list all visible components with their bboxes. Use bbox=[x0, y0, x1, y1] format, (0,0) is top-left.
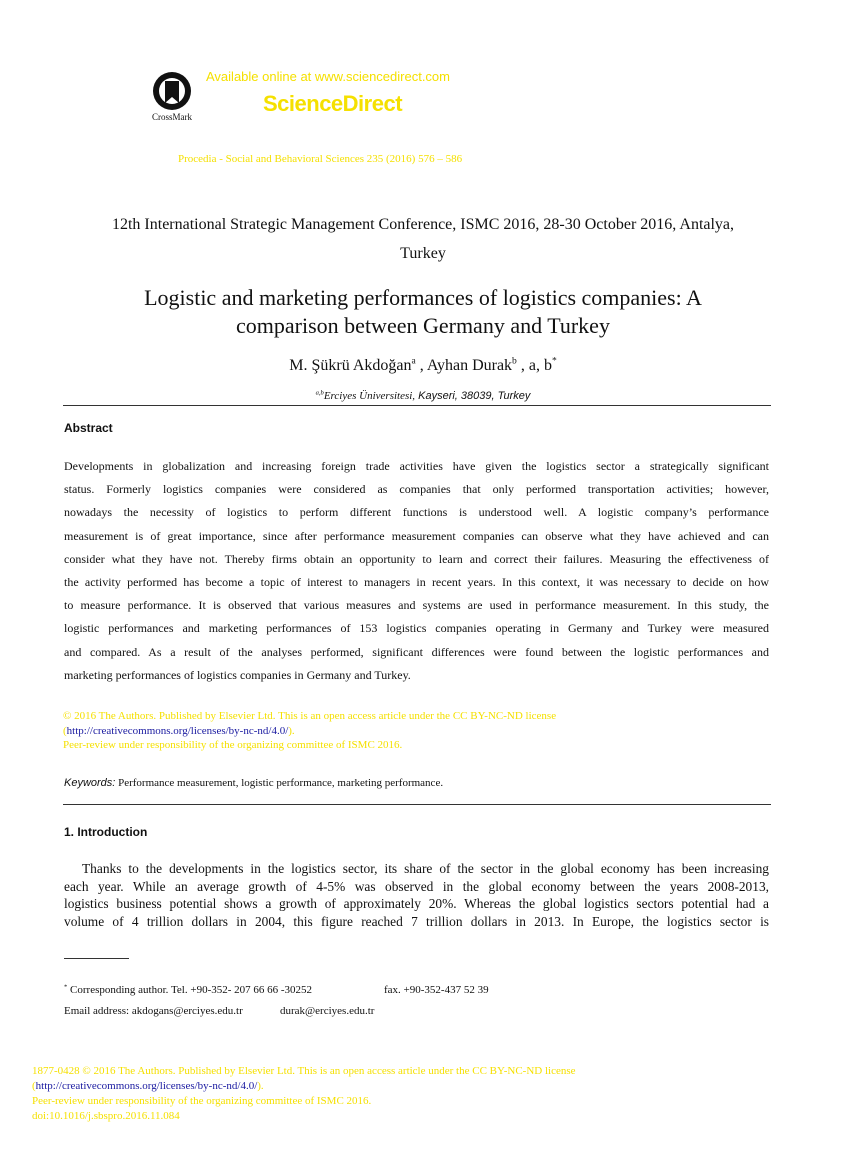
bottom-license-link[interactable]: http://creativecommons.org/licenses/by-nc-nd/4.0/ bbox=[35, 1080, 258, 1092]
footnote-rule bbox=[64, 958, 129, 959]
author-1-sup: a bbox=[411, 355, 416, 367]
copyright-notice bbox=[63, 709, 556, 753]
abstract-line: and compared. As a result of the analyses performed, significant differences were found between the logistic performances and bbox=[64, 644, 769, 659]
sciencedirect-brand: ScienceDirect bbox=[263, 91, 403, 116]
footnote-fax: fax. +90-352-437 52 39 bbox=[384, 984, 489, 996]
conference-line-2: Turkey bbox=[400, 245, 446, 262]
copyright-line-1: © 2016 The Authors. Published by Elsevier Ltd. This is an open access article under the CC BY-NC-ND license bbox=[63, 710, 557, 722]
author-separator: , bbox=[415, 357, 427, 374]
introduction-body bbox=[64, 860, 769, 930]
abstract-line: logistic performances and marketing performances of 153 logistics companies operating in Germany and Turkey were measured bbox=[64, 621, 769, 636]
abstract-line: Developments in globalization and increasing foreign trade activities have given the logistics sector a strategically significant bbox=[64, 459, 769, 473]
rule-top bbox=[63, 405, 771, 406]
email-1: Email address: akdogans@erciyes.edu.tr bbox=[64, 1005, 243, 1017]
introduction-line: Thanks to the developments in the logistics sector, its share of the sector in the global economy has been increasing bbox=[82, 861, 769, 876]
bottom-line-3: Peer-review under responsibility of the organizing committee of ISMC 2016. bbox=[32, 1095, 372, 1107]
rule-middle bbox=[63, 804, 771, 805]
author-1: M. Şükrü Akdoğan bbox=[289, 357, 412, 374]
abstract-line: the activity performed has become a topic of interest to managers in recent years. In this context, it was necessary to decide on how bbox=[64, 575, 769, 590]
abstract-line: consider what they have not. Thereby firms obtain an opportunity to learn and correct their failures. Measuring the effectiveness of bbox=[64, 551, 769, 566]
introduction-line: each year. While an average growth of 4-5% was observed in the global economy between the years 2008-2013, bbox=[64, 878, 769, 894]
author-tail: , a, b bbox=[516, 357, 552, 374]
crossmark-logo bbox=[147, 70, 197, 124]
doi: doi:10.1016/j.sbspro.2016.11.084 bbox=[32, 1110, 180, 1122]
copyright-line-2: (http://creativecommons.org/licenses/by-nc-nd/4.0/). bbox=[63, 724, 295, 737]
author-2: Ayhan Durak bbox=[426, 357, 513, 374]
affiliation-location: Kayseri, 38039, Turkey bbox=[415, 390, 531, 402]
footnote-marker: * bbox=[64, 983, 68, 991]
conference-line-1: 12th International Strategic Management Conference, ISMC 2016, 28-30 October 2016, Antalya, bbox=[111, 216, 735, 233]
copyright-line-3: Peer-review under responsibility of the organizing committee of ISMC 2016. bbox=[63, 739, 403, 751]
abstract-line: marketing performances of logistics companies in Germany and Turkey. bbox=[64, 667, 411, 682]
affiliation-sup: a,b bbox=[315, 389, 324, 397]
abstract-line: to measure performance. It is observed that various measures and systems are used in performance measurement. In this study, the bbox=[64, 598, 769, 613]
journal-citation: Procedia - Social and Behavioral Sciences 235 (2016) 576 – 586 bbox=[178, 153, 463, 165]
affiliation bbox=[40, 390, 806, 402]
crossmark-icon bbox=[147, 70, 197, 114]
author-tail-sup: * bbox=[551, 355, 557, 367]
abstract-line: status. Formerly logistics companies were considered as companies that only performed transportation activities; however, bbox=[64, 482, 769, 497]
footnote bbox=[64, 983, 489, 997]
title-line-2: comparison between Germany and Turkey bbox=[236, 313, 610, 338]
crossmark-label: CrossMark bbox=[152, 112, 192, 122]
abstract-line: measurement is of great importance, since after performance measurement companies can observe what they have achieved and can bbox=[64, 528, 769, 543]
title-line-1: Logistic and marketing performances of logistics companies: A bbox=[144, 285, 702, 310]
footnote-corresponding: Corresponding author. Tel. +90-352- 207 66 66 -30252 bbox=[67, 984, 313, 996]
introduction-heading: 1. Introduction bbox=[64, 825, 148, 839]
abstract-line: nowadays the necessity of logistics to perform different functions is understood well. A logistic company’s performance bbox=[64, 505, 769, 520]
affiliation-university: Erciyes Üniversitesi, bbox=[323, 390, 416, 402]
bottom-line-2: (http://creativecommons.org/licenses/by-nc-nd/4.0/). bbox=[32, 1080, 264, 1092]
author-2-sup: b bbox=[512, 355, 517, 367]
introduction-line: volume of 4 trillion dollars in 2004, this figure reached 7 trillion dollars in 2013. In Europe, the logistics sector is bbox=[64, 913, 769, 929]
bottom-line-1: 1877-0428 © 2016 The Authors. Published by Elsevier Ltd. This is an open access article under the CC BY-NC-ND license bbox=[32, 1065, 576, 1077]
keywords-text: Performance measurement, logistic performance, marketing performance. bbox=[115, 777, 444, 789]
abstract-body bbox=[64, 455, 769, 687]
bottom-notice bbox=[32, 1064, 576, 1124]
introduction-line: logistics business potential shows a growth of approximately 20%. Whereas the global logistics sectors potential had a bbox=[64, 896, 769, 912]
license-link[interactable]: http://creativecommons.org/licenses/by-nc-nd/4.0/ bbox=[66, 724, 289, 737]
footnote-email bbox=[64, 1005, 375, 1017]
authors bbox=[40, 357, 806, 375]
paper-title bbox=[40, 284, 806, 340]
abstract-heading: Abstract bbox=[64, 421, 113, 435]
conference-name bbox=[40, 210, 806, 268]
email-2: durak@erciyes.edu.tr bbox=[280, 1005, 375, 1017]
available-online: Available online at www.sciencedirect.com bbox=[206, 69, 450, 84]
keywords bbox=[64, 777, 443, 789]
keywords-label: Keywords: bbox=[64, 777, 116, 789]
